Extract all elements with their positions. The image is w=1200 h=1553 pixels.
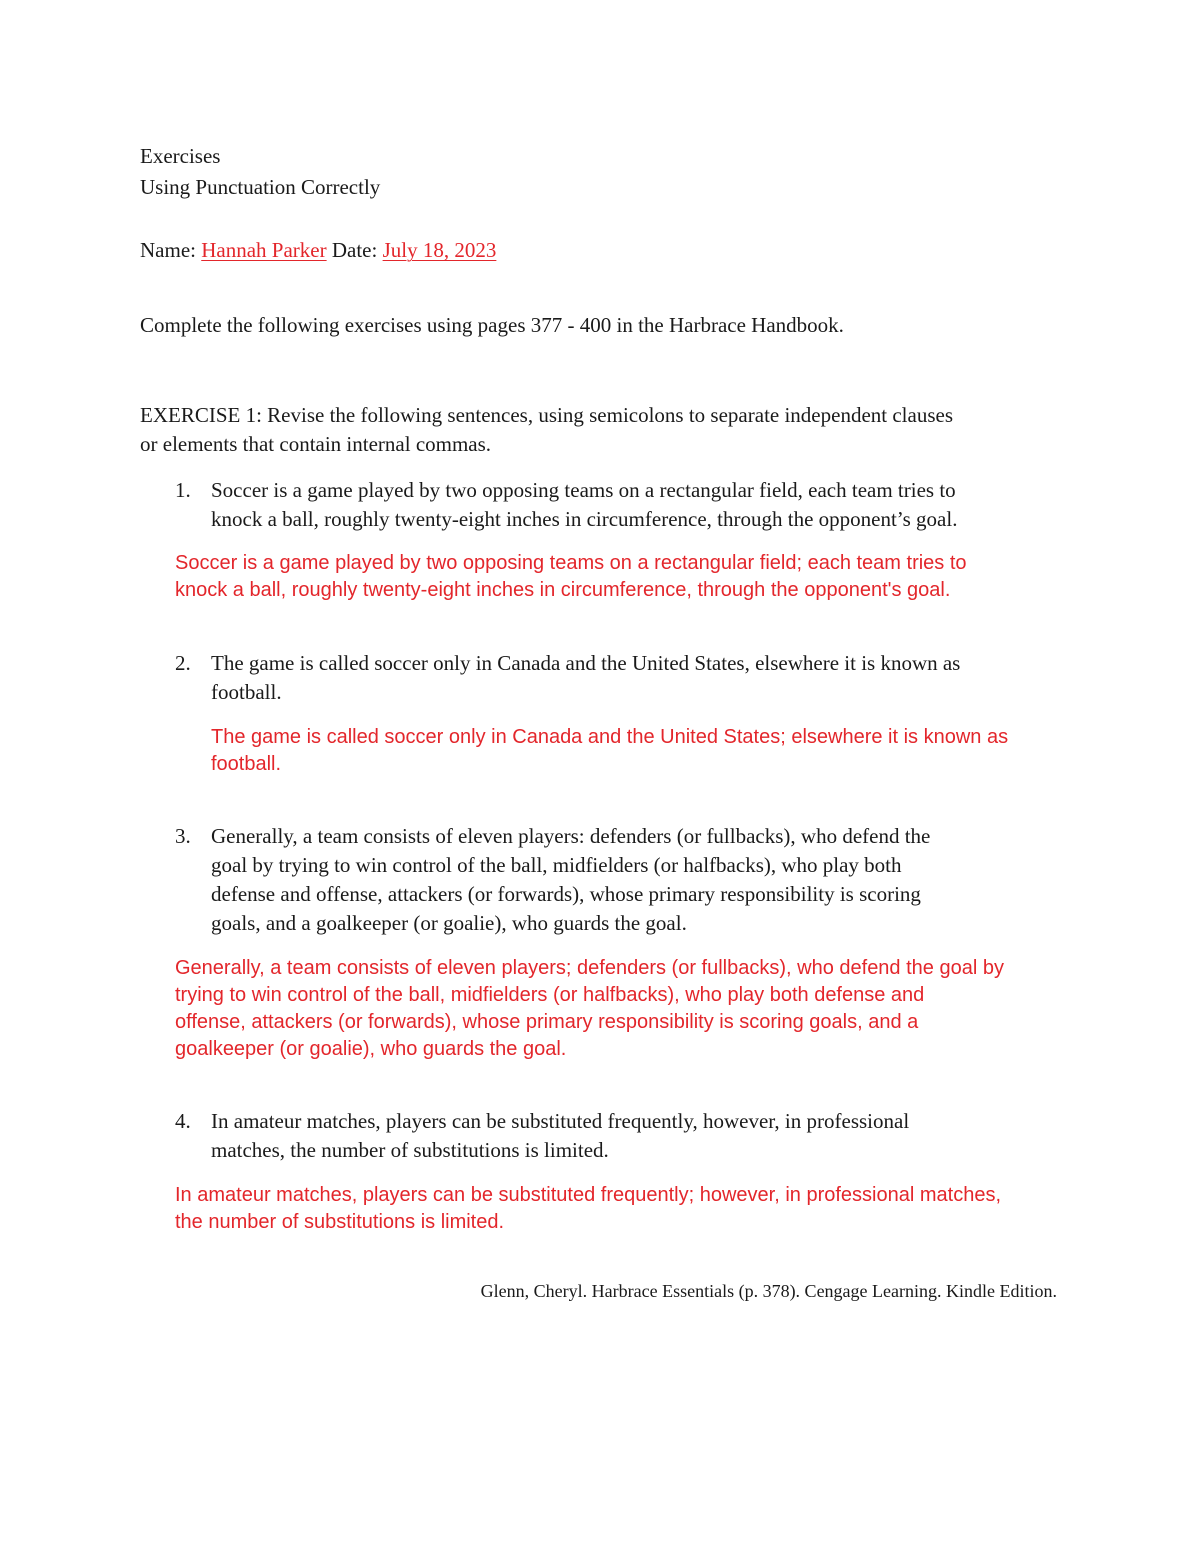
question-line: defense and offense, attackers (or forwards), whose primary responsibility is scoring bbox=[211, 882, 921, 906]
exercise-prompt-line: or elements that contain internal commas. bbox=[140, 432, 492, 456]
answer-line: football. bbox=[211, 753, 282, 775]
document-subtitle: Using Punctuation Correctly bbox=[140, 175, 381, 199]
name-label: Name: bbox=[140, 238, 196, 262]
item-number: 1. bbox=[175, 478, 191, 502]
answer-line: In amateur matches, players can be substituted frequently; however, in professional matches, bbox=[175, 1184, 1001, 1206]
answer-line: goalkeeper (or goalie), who guards the goal. bbox=[175, 1038, 567, 1060]
name-value: Hannah Parker bbox=[201, 238, 327, 262]
answer-line: Generally, a team consists of eleven players; defenders (or fullbacks), who defend the goal by bbox=[175, 957, 1004, 979]
answer-line: offense, attackers (or forwards), whose primary responsibility is scoring goals, and a bbox=[175, 1011, 919, 1033]
date-label: Date: bbox=[331, 238, 378, 262]
citation: Glenn, Cheryl. Harbrace Essentials (p. 378). Cengage Learning. Kindle Edition. bbox=[480, 1281, 1057, 1301]
answer-line: the number of substitutions is limited. bbox=[175, 1211, 505, 1233]
item-number: 2. bbox=[175, 651, 191, 675]
instructions: Complete the following exercises using pages 377 - 400 in the Harbrace Handbook. bbox=[140, 313, 844, 337]
item-number: 4. bbox=[175, 1109, 191, 1133]
item-number: 3. bbox=[175, 824, 191, 848]
question-line: goal by trying to win control of the ball, midfielders (or halfbacks), who play both bbox=[211, 853, 902, 877]
answer-line: The game is called soccer only in Canada and the United States; elsewhere it is known as bbox=[211, 726, 1009, 748]
question-line: football. bbox=[211, 680, 282, 704]
question-line: In amateur matches, players can be substituted frequently, however, in professional bbox=[211, 1109, 910, 1133]
question-line: knock a ball, roughly twenty-eight inches in circumference, through the opponent’s goal. bbox=[211, 507, 958, 531]
question-line: matches, the number of substitutions is limited. bbox=[211, 1138, 609, 1162]
name-date-line bbox=[140, 236, 496, 264]
question-line: Soccer is a game played by two opposing teams on a rectangular field, each team tries to bbox=[211, 478, 956, 502]
question-line: goals, and a goalkeeper (or goalie), who guards the goal. bbox=[211, 911, 687, 935]
exercise-prompt-line: EXERCISE 1: Revise the following sentences, using semicolons to separate independent clauses bbox=[140, 403, 953, 427]
answer-line: Soccer is a game played by two opposing teams on a rectangular field; each team tries to bbox=[175, 552, 967, 574]
answer-line: knock a ball, roughly twenty-eight inches in circumference, through the opponent's goal. bbox=[175, 579, 951, 601]
date-value: July 18, 2023 bbox=[382, 238, 497, 262]
answer-line: trying to win control of the ball, midfielders (or halfbacks), who play both defense and bbox=[175, 984, 925, 1006]
document-title: Exercises bbox=[140, 144, 221, 168]
question-line: The game is called soccer only in Canada and the United States, elsewhere it is known as bbox=[211, 651, 961, 675]
question-line: Generally, a team consists of eleven players: defenders (or fullbacks), who defend the bbox=[211, 824, 931, 848]
